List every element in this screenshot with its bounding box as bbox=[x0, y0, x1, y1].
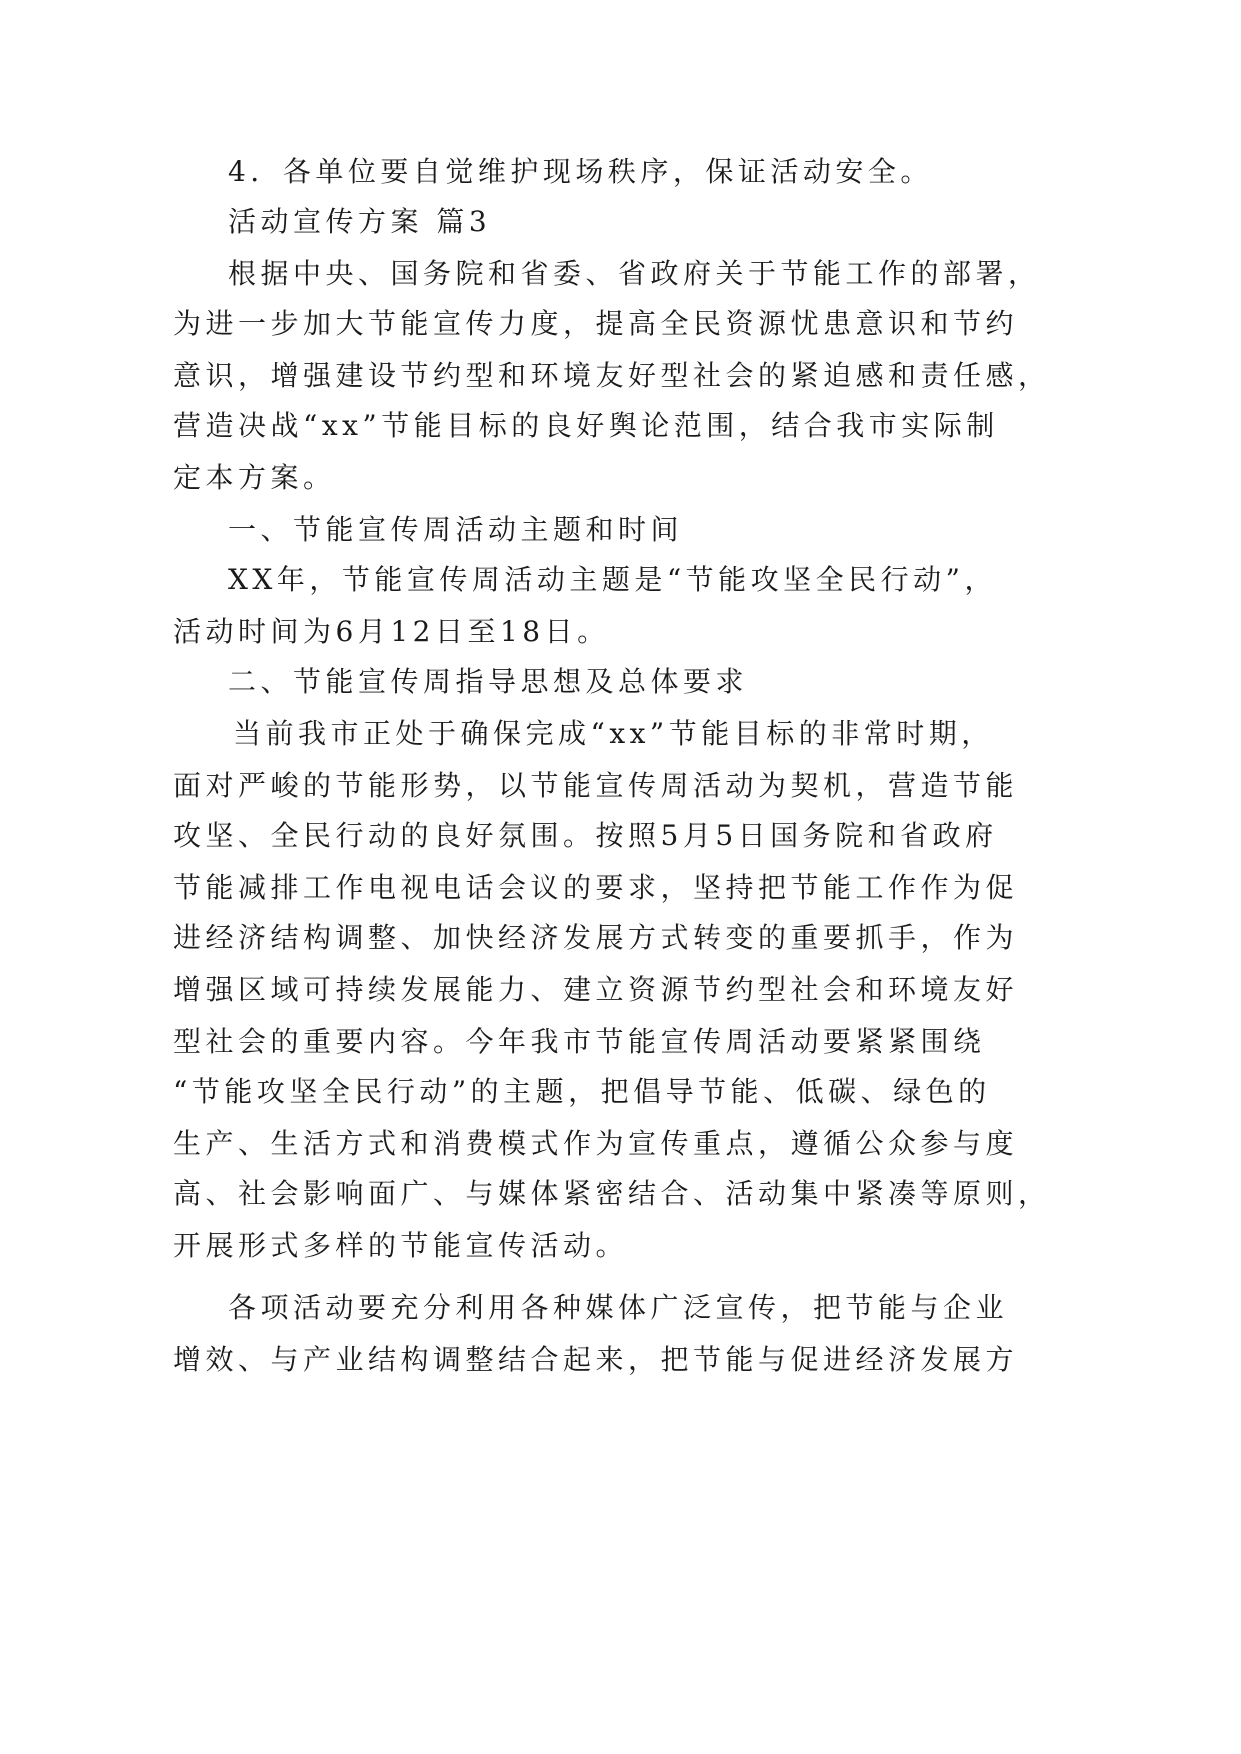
text-line: 开展形式多样的节能宣传活动。 bbox=[173, 1229, 629, 1262]
text-line: 高、社会影响面广、与媒体紧密结合、活动集中紧凑等原则， bbox=[173, 1177, 1051, 1210]
text-line: 节能减排工作电视电话会议的要求，坚持把节能工作作为促 bbox=[173, 871, 1019, 904]
text-line: 进经济结构调整、加快经济发展方式转变的重要抓手，作为 bbox=[173, 921, 1019, 954]
text-line: 营造决战“xx”节能目标的良好舆论范围，结合我市实际制 bbox=[173, 409, 999, 442]
text-line: 定本方案。 bbox=[173, 461, 336, 494]
text-line: “节能攻坚全民行动”的主题，把倡导节能、低碳、绿色的 bbox=[173, 1075, 991, 1108]
text-line: 4．各单位要自觉维护现场秩序，保证活动安全。 bbox=[228, 155, 933, 188]
text-line: 增强区域可持续发展能力、建立资源节约型社会和环境友好 bbox=[173, 973, 1019, 1006]
text-line: 为进一步加大节能宣传力度，提高全民资源忧患意识和节约 bbox=[173, 307, 1019, 340]
text-line: 当前我市正处于确保完成“xx”节能目标的非常时期， bbox=[233, 717, 994, 750]
text-line: 活动时间为6月12日至18日。 bbox=[173, 615, 610, 648]
text-line: XX年，节能宣传周活动主题是“节能攻坚全民行动”， bbox=[228, 563, 997, 596]
section-heading: 二、节能宣传周指导思想及总体要求 bbox=[228, 665, 749, 698]
text-line: 增效、与产业结构调整结合起来，把节能与促进经济发展方 bbox=[173, 1343, 1019, 1376]
text-line: 各项活动要充分利用各种媒体广泛宣传，把节能与企业 bbox=[228, 1291, 1009, 1324]
text-line: 攻坚、全民行动的良好氛围。按照5月5日国务院和省政府 bbox=[173, 819, 998, 852]
text-line: 生产、生活方式和消费模式作为宣传重点，遵循公众参与度 bbox=[173, 1127, 1019, 1160]
text-line: 意识，增强建设节约型和环境友好型社会的紧迫感和责任感， bbox=[173, 359, 1051, 392]
section-heading: 一、节能宣传周活动主题和时间 bbox=[228, 513, 684, 546]
text-line: 根据中央、国务院和省委、省政府关于节能工作的部署， bbox=[228, 257, 1041, 290]
text-line: 面对严峻的节能形势，以节能宣传周活动为契机，营造节能 bbox=[173, 769, 1019, 802]
section-heading: 活动宣传方案 篇3 bbox=[228, 205, 492, 238]
text-line: 型社会的重要内容。今年我市节能宣传周活动要紧紧围绕 bbox=[173, 1025, 986, 1058]
